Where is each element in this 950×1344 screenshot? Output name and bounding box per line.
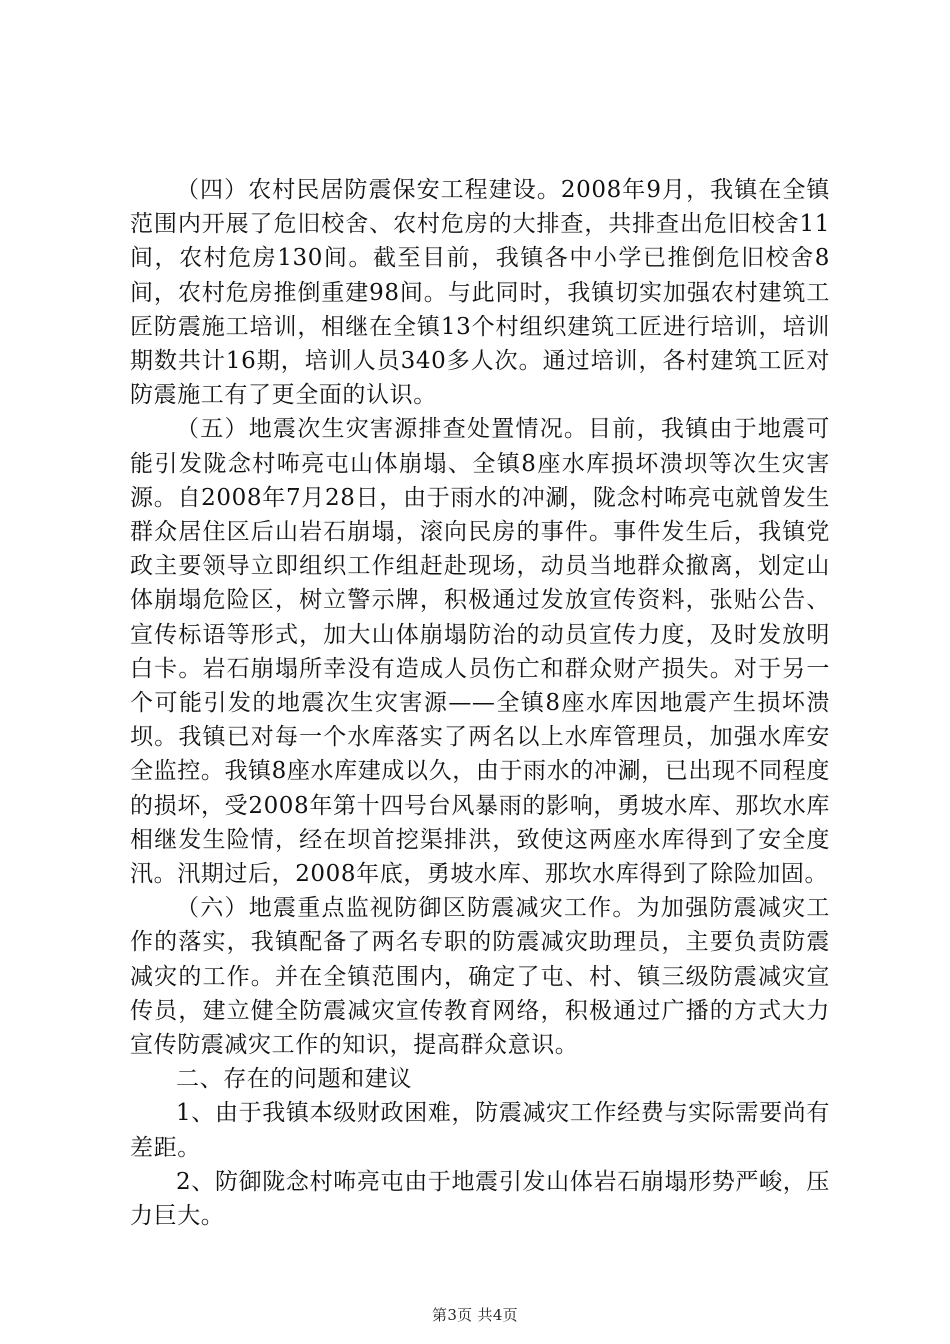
- section-heading-problems: 二、存在的问题和建议: [176, 1066, 412, 1093]
- paragraph-section-4: （四）农村民居防震保安工程建设。2008年9月，我镇在全镇范围内开展了危旧校舍、农村危房的大排查，共排查出危旧校舍11间，农村危房130间。截至目前，我镇各中小学已推倒危旧校舍8间，农村危房推倒重建98间。与此同时，我镇切实加强农村建筑工匠防震施工培训，相继在全镇13个村组织建筑工匠进行培训，培训期数共计16期，培训人员340多人次。通过培训，各村建筑工匠对防震施工有了更全面的认识。: [130, 177, 830, 409]
- document-body: [130, 173, 830, 1233]
- page-footer: 第3页 共4页: [432, 1306, 518, 1324]
- paragraph-section-5: （五）地震次生灾害源排查处置情况。目前，我镇由于地震可能引发陇念村咘亮屯山体崩塌、全镇8座水库损坏溃坝等次生灾害源。自2008年7月28日，由于雨水的冲涮，陇念村咘亮屯就曾发生群众居住区后山岩石崩塌，滚向民房的事件。事件发生后，我镇党政主要领导立即组织工作组赶赴现场，动员当地群众撤离，划定山体崩塌危险区，树立警示牌，积极通过发放宣传资料，张贴公告、宣传标语等形式，加大山体崩塌防治的动员宣传力度，及时发放明白卡。岩石崩塌所幸没有造成人员伤亡和群众财产损失。对于另一个可能引发的地震次生灾害源——全镇8座水库因地震产生损坏溃坝。我镇已对每一个水库落实了两名以上水库管理员，加强水库安全监控。我镇8座水库建成以久，由于雨水的冲涮，已出现不同程度的损坏，受2008年第十四号台风暴雨的影响，勇坡水库、那坎水库相继发生险情，经在坝首挖渠排洪，致使这两座水库得到了安全度汛。汛期过后，2008年底，勇坡水库、那坎水库得到了除险加固。: [130, 416, 830, 888]
- problem-item-1: 1、由于我镇本级财政困难，防震减灾工作经费与实际需要尚有差距。: [130, 1100, 830, 1161]
- paragraph-section-6: （六）地震重点监视防御区防震减灾工作。为加强防震减灾工作的落实，我镇配备了两名专职的防震减灾助理员，主要负责防震减灾的工作。并在全镇范围内，确定了屯、村、镇三级防震减灾宣传员，建立健全防震减灾宣传教育网络，积极通过广播的方式大力宣传防震减灾工作的知识，提高群众意识。: [130, 895, 830, 1059]
- problem-item-2: 2、防御陇念村咘亮屯由于地震引发山体岩石崩塌形势严峻，压力巨大。: [130, 1168, 830, 1230]
